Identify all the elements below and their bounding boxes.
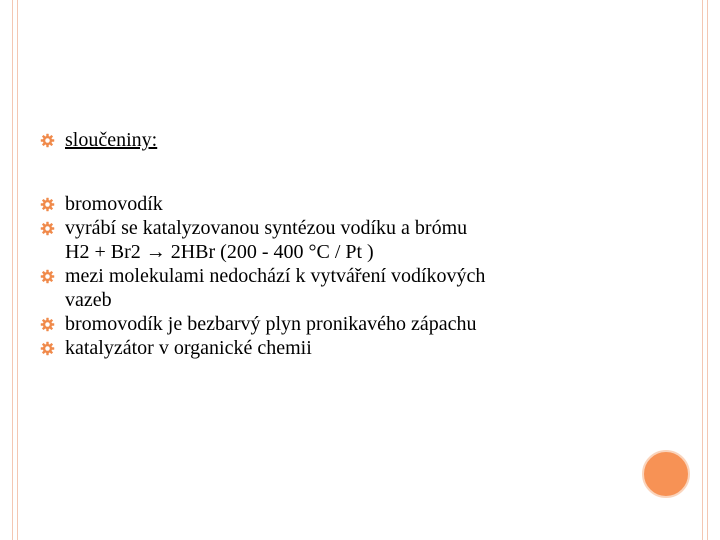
item-text: mezi molekulami nedochází k vytváření vodíkových (65, 265, 486, 287)
gear-bullet-icon (40, 197, 55, 212)
item-text-continued: vazeb (65, 289, 112, 311)
list-item (40, 312, 650, 336)
frame-line-left-outer (12, 0, 13, 540)
frame-line-right-outer (707, 0, 708, 540)
gear-bullet-icon (40, 221, 55, 236)
list-item (40, 336, 650, 360)
gear-bullet-icon (40, 317, 55, 332)
item-text: vyrábí se katalyzovanou syntézou vodíku a brómu (65, 217, 468, 239)
item-text: katalyzátor v organické chemii (65, 337, 312, 359)
frame-line-left-inner (17, 0, 18, 540)
list-item (40, 192, 650, 216)
item-text: bromovodík je bezbarvý plyn pronikavého zápachu (65, 313, 477, 335)
heading-item (40, 128, 650, 152)
section-heading: sloučeniny: (65, 129, 158, 151)
list-item (40, 264, 650, 312)
frame-line-right-inner (702, 0, 703, 540)
item-text-continued: H2 + Br2 → 2HBr (200 - 400 °C / Pt ) (65, 241, 374, 263)
orange-circle-icon (642, 450, 690, 498)
gear-bullet-icon (40, 341, 55, 356)
gear-bullet-icon (40, 133, 55, 148)
gear-bullet-icon (40, 269, 55, 284)
slide-body (40, 128, 650, 360)
item-text: bromovodík (65, 193, 163, 215)
list-item (40, 216, 650, 264)
